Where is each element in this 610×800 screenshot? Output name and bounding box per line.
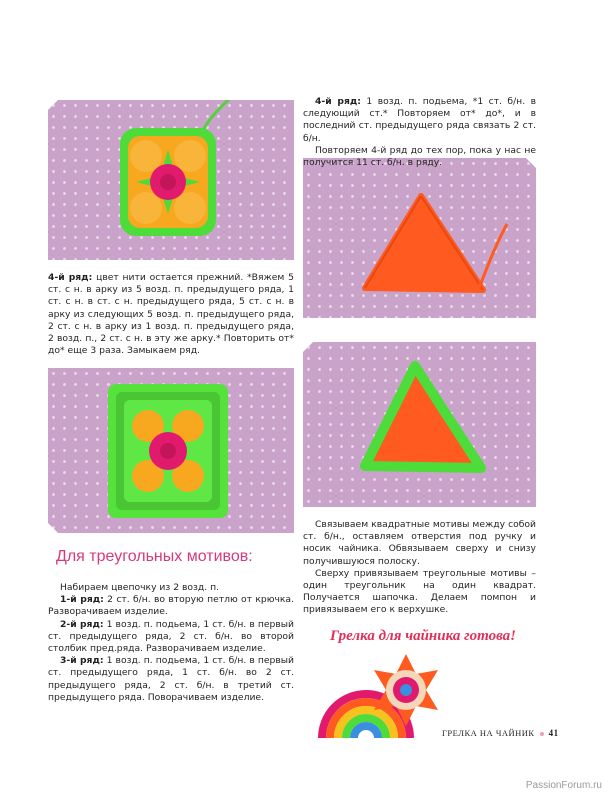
square-motif-illustration xyxy=(48,100,294,260)
page-number: 41 xyxy=(548,728,559,738)
row2-label: 2-й ряд: xyxy=(60,618,104,630)
assembly-para1: Связываем квадратные мотивы между собой ст. б/н., оставляем отверстия под ручку и носик чайника. Обвязываем сверху и снизу получившуюся полоску. xyxy=(303,519,536,567)
triangle-rows-instructions xyxy=(48,582,294,704)
row4-square-text: цвет нити остается прежний. *Вяжем 5 ст. с н. в арку из 5 возд. п. предыдущего ряда, 1 ст. с н. в ст. с н. предыдущего ряда, 5 ст. с н. в арку из следующих 5 возд. п. предыдущего ряда, 2 ст. с н. в арку из 1 возд. п. предыдущего ряда, 2 возд. п., 2 ст. с н. в эту же арку.* Повторить от* до* еще 3 раза. Замыкаем ряд. xyxy=(48,272,294,357)
triangle-motif-illustration xyxy=(303,158,536,318)
assembly-para2: Сверху привязываем треугольные мотивы – один треугольник на один квадрат. Получается шапочка. Делаем помпон и привязываем его к верхушке. xyxy=(303,567,536,616)
row4-square-instructions xyxy=(48,272,294,357)
row3-label: 3-й ряд: xyxy=(60,655,104,667)
page-footer xyxy=(442,728,559,738)
photo-square-motif-round3 xyxy=(48,100,294,260)
assembly-instructions xyxy=(303,519,536,617)
repeat-text: Повторяем 4-й ряд до тех пор, пока у нас не получится 11 ст. б/н. в ряду. xyxy=(303,144,536,169)
triangles-heading: Для треугольных мотивов: xyxy=(56,548,253,565)
row4-triangle-instructions xyxy=(303,96,536,169)
watermark: PassionForum.ru xyxy=(525,780,602,791)
row4-square-label: 4-й ряд: xyxy=(48,272,93,283)
footer-section-title: ГРЕЛКА НА ЧАЙНИК xyxy=(442,728,535,738)
row2-text: 1 возд. п. подьема, 1 ст. б/н. в первый ст. предыдущего ряда, 2 ст. б/н. во второй столбик пред.ряда. Разворачиваем изделие. xyxy=(48,618,294,655)
photo-triangle-motif-finished xyxy=(303,342,536,507)
row3-text: 1 возд. п. подьема, 1 ст. б/н. в первый ст. предыдущего ряда, 1 ст. б/н. во 2 ст. предыдущего ряда, 2 ст. б/н. в третий ст. предыдущего ряда. Поворачиваем изделие. xyxy=(48,655,294,703)
row4-triangle-text: 1 возд. п. подьема, *1 ст. б/н. в следующий ст.* Повторяем от* до*, и в последний ст. предыдущего ряда связать 2 ст. б/н. xyxy=(303,96,536,144)
finished-tea-cozy-illustration xyxy=(318,652,458,742)
row1-label: 1-й ряд: xyxy=(60,594,104,606)
photo-triangle-motif xyxy=(303,158,536,318)
photo-square-motif-finished xyxy=(48,368,294,533)
row1-text: 2 ст. б/н. во вторую петлю от крючка. Разворачиваем изделие. xyxy=(48,594,294,618)
triangle-motif-finished-illustration xyxy=(303,342,536,507)
chain-text: Набираем цвепочку из 2 возд. п. xyxy=(60,582,220,593)
row4-triangle-label: 4-й ряд: xyxy=(315,96,361,107)
square-motif-finished-illustration xyxy=(48,368,294,533)
footer-dot-icon xyxy=(540,732,544,736)
done-caption: Грелка для чайника готова! xyxy=(329,628,517,644)
